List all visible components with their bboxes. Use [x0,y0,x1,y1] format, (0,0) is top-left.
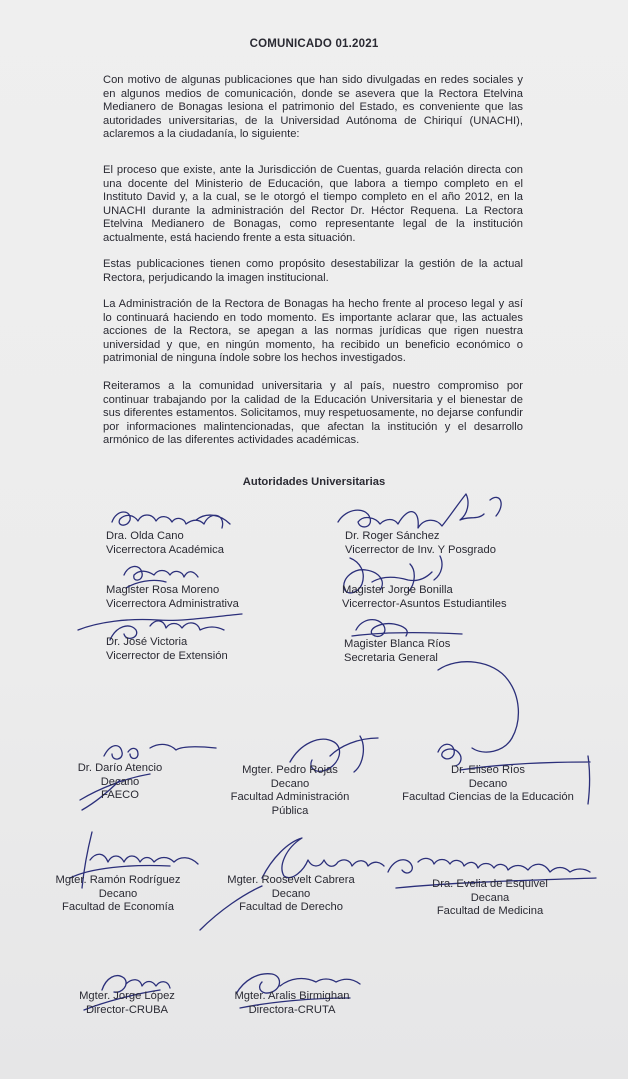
signatory-roger-sanchez [345,530,496,557]
signatory-title: Vicerrectora Administrativa [106,597,239,610]
signatory-name: Magister Rosa Moreno [106,584,220,596]
signatory-title: Decano [271,887,311,900]
signatory-unit-line2: Pública [271,804,309,817]
signatory-title: Decano [270,777,310,790]
signatory-roosevelt-cabrera [216,874,366,915]
signatory-name: Magister Jorge Bonilla [342,584,453,596]
signatory-jorge-bonilla [342,584,507,611]
signatory-jose-victoria [106,636,228,663]
signatory-name: Mgter. Roosevelt Cabrera [227,874,355,886]
signatory-unit: Facultad de Derecho [239,901,343,914]
signatory-name: Mgter. Aralis Birmighan [234,990,350,1002]
signatory-name: Dra. Evelia de Esquivel [432,878,548,890]
signatory-title: Decano [468,777,508,790]
paragraph-2: El proceso que existe, ante la Jurisdicción de Cuentas, guarda relación directa con una docente del Ministerio de Educación, que labora a tiempo completo en el Instituto David y, a la cual, se le otorgó el tiempo completo en el año 2012, en la UNACHI durante la administración del Rector Dr. Héctor Requena. La Rectora Etelvina Medianero de Bonagas, como representante legal de la institución actualmente, está haciendo frente a esta situación. [103,164,523,244]
signatory-name: Dr. Roger Sánchez [345,530,440,542]
signatory-name: Mgter. Ramón Rodríguez [55,874,181,886]
signatory-title: Vicerrectora Académica [106,543,224,556]
signatory-unit: Facultad de Economía [62,901,174,914]
signatory-ramon-rodriguez [48,874,188,915]
signatory-title: Decana [470,891,510,904]
signatory-unit: Facultad Administración [230,791,350,804]
signatory-unit: Facultad Ciencias de la Educación [402,791,574,804]
paragraph-1: Con motivo de algunas publicaciones que han sido divulgadas en redes sociales y en algunos medios de comunicación, donde se asevera que la Rectora Etelvina Medianero de Bonagas lesiona el patrimonio del Estado, es conveniente que las autoridades universitarias, de la Universidad Autónoma de Chiriquí (UNACHI), aclaremos a la ciudadanía, lo siguiente: [103,74,523,141]
signatory-unit: Facultad de Medicina [436,905,544,918]
signatory-jorge-lopez [62,990,192,1017]
signatory-title: Decano [98,887,138,900]
paragraph-3: Estas publicaciones tienen como propósito desestabilizar la gestión de la actual Rectora, perjudicando la imagen institucional. [103,258,523,284]
document-title: COMUNICADO 01.2021 [249,38,379,50]
signatures-heading: Autoridades Universitarias [242,476,386,488]
signatory-title: Director-CRUBA [85,1003,169,1016]
signatory-pedro-rojas [220,764,360,818]
signatory-dario-atencio [60,762,180,803]
signatory-title: Directora-CRUTA [248,1003,336,1016]
signatory-name: Dr. Darío Atencio [77,762,163,774]
paragraph-4: La Administración de la Rectora de Bonagas ha hecho frente al proceso legal y así lo continuará haciendo en todo momento. Es importante aclarar que, las actuales acciones de la Rectora, se apegan a las normas jurídicas que rigen nuestra universidad y que, en ningún momento, ha recibido un beneficio económico o patrimonial de ninguna índole sobre los hechos investigados. [103,298,523,365]
signatory-title: Decano [100,775,140,788]
signatory-eliseo-rios [388,764,588,805]
signatory-title: Vicerrector de Inv. Y Posgrado [345,543,496,556]
signatory-rosa-moreno [106,584,239,611]
signatory-name: Dr. José Victoria [106,636,188,648]
signatory-name: Mgter. Jorge López [79,990,175,1002]
signatory-name: Mgter. Pedro Rojas [242,764,338,776]
signatory-title: Secretaria General [344,651,438,664]
signatory-blanca-rios [344,638,450,665]
signatory-evelia-esquivel [416,878,564,919]
signatory-name: Dr. Eliseo Ríos [451,764,525,776]
signatory-olda-cano [106,530,224,557]
paragraph-5: Reiteramos a la comunidad universitaria y al país, nuestro compromiso por continuar trabajando por la calidad de la Educación Universitaria y el bienestar de sus diferentes estamentos. Solicitamos, muy respetuosamente, no dejarse confundir por informaciones malintencionadas, que afectan la institución y el desarrollo armónico de las diferentes actividades académicas. [103,380,523,447]
signatory-aralis-birmighan [222,990,362,1017]
signatory-name: Dra. Olda Cano [106,530,184,542]
signatory-title: Vicerrector-Asuntos Estudiantiles [342,597,507,610]
signatory-name: Magister Blanca Ríos [344,638,451,650]
signatory-unit: FAECO [101,789,139,802]
signatory-title: Vicerrector de Extensión [106,649,228,662]
